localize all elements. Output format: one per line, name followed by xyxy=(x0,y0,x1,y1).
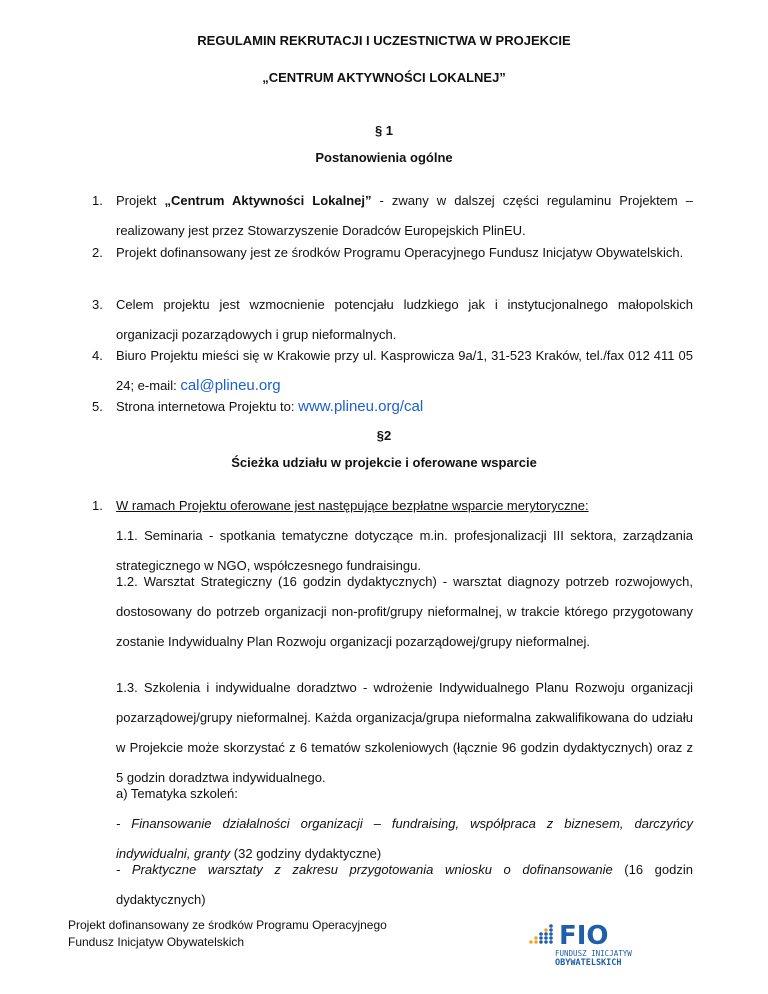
doc-subtitle: „CENTRUM AKTYWNOŚCI LOKALNEJ” xyxy=(262,70,506,85)
logo-line-2: OBYWATELSKICH xyxy=(555,958,622,968)
footer-note xyxy=(68,917,387,951)
topic-hours: (32 godziny dydaktyczne) xyxy=(230,846,382,861)
section-1-heading: Postanowienia ogólne xyxy=(315,150,453,165)
footer-line: Projekt dofinansowany ze środków Programu Operacyjnego xyxy=(68,918,387,932)
subitem-1-3: 1.3. Szkolenia i indywidualne doradztwo - wdrożenie Indywidualnego Planu Rozwoju organizacji pozarządowej/grupy nieformalnej. Każda organizacja/grupa nieformalna zakwalifikowana do udziału w Projekcie może skorzystać z 6 tematów szkoleniowych (łącznie 96 godzin dydaktycznych) oraz z 5 godzin doradztwa indywidualnego. xyxy=(116,680,693,785)
training-topics-label: a) Tematyka szkoleń: xyxy=(116,786,238,801)
email-link[interactable]: cal@plineu.org xyxy=(180,377,281,394)
section-1-mark: § 1 xyxy=(374,123,394,138)
section-2-heading: Ścieżka udziału w projekcie i oferowane wsparcie xyxy=(231,455,537,470)
logo-line-1: FUNDUSZ INICJATYW xyxy=(555,949,632,958)
item-number: 2. xyxy=(92,245,103,260)
item-number: 1. xyxy=(92,193,103,208)
topic-title: - Finansowanie działalności organizacji – fundraising, współpraca z biznesem, darczyńcy indywidualni, granty xyxy=(116,816,693,861)
topic-item xyxy=(116,855,693,915)
topic-hours: (16 godzin dydaktycznych) xyxy=(116,862,693,907)
item-number: 4. xyxy=(92,348,103,363)
section-2-mark: §2 xyxy=(376,428,392,443)
item-text: Biuro Projektu mieści się w Krakowie przy ul. Kasprowicza 9a/1, 31-523 Kraków, tel./fax 012 411 05 24; e-mail: xyxy=(116,348,693,393)
project-name: „Centrum Aktywności Lokalnej” xyxy=(164,193,372,208)
subitem-1-2: 1.2. Warsztat Strategiczny (16 godzin dydaktycznych) - warsztat diagnozy potrzeb rozwojowych, dostosowany do potrzeb organizacji non-profit/grupy nieformalnej, w trakcie którego przygotowany zostanie Indywidualny Plan Rozwoju organizacji pozarządowej/grupy nieformalnej. xyxy=(116,574,693,649)
fio-logo xyxy=(525,908,655,968)
topic-title: - Praktyczne warsztaty z zakresu przygotowania wniosku o dofinansowanie xyxy=(116,862,613,877)
logo-main-text: FIO xyxy=(559,921,609,951)
list-item: Celem projektu jest wzmocnienie potencjału ludzkiego jak i instytucjonalnego małopolskich organizacji pozarządowych i grup nieformalnych. xyxy=(116,297,693,342)
subitem-1-1: 1.1. Seminaria - spotkania tematyczne dotyczące m.in. profesjonalizacji III sektora, zarządzania strategicznego w NGO, współczesnego fundraisingu. xyxy=(116,528,693,573)
list-item xyxy=(116,392,693,422)
list-item: Projekt dofinansowany jest ze środków Programu Operacyjnego Fundusz Inicjatyw Obywatelskich. xyxy=(116,245,684,260)
website-link[interactable]: www.plineu.org/cal xyxy=(298,398,424,415)
list-item: W ramach Projektu oferowane jest następujące bezpłatne wsparcie merytoryczne: xyxy=(116,498,589,513)
item-text: Projekt xyxy=(116,193,165,208)
item-text: - zwany w dalszej części regulaminu Projektem – realizowany jest przez Stowarzyszenie Doradców Europejskich PlinEU. xyxy=(116,193,693,238)
doc-title: REGULAMIN REKRUTACJI I UCZESTNICTWA W PROJEKCIE xyxy=(197,33,571,48)
list-item xyxy=(116,186,693,246)
item-number: 3. xyxy=(92,297,103,312)
logo-dots-icon xyxy=(529,924,553,944)
item-text: Strona internetowa Projektu to: xyxy=(116,399,299,414)
item-number: 1. xyxy=(92,498,103,513)
footer-line: Fundusz Inicjatyw Obywatelskich xyxy=(68,935,245,949)
item-number: 5. xyxy=(92,399,103,414)
